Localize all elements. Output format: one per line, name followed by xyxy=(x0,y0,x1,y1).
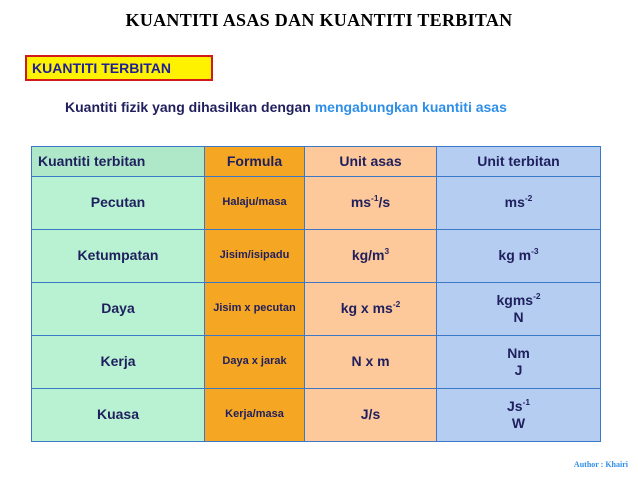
base-unit-cell: N x m xyxy=(305,336,437,389)
base-unit-cell: J/s xyxy=(305,389,437,442)
table-header-row xyxy=(32,147,601,177)
derived-unit-cell: $ms^{-2}$ xyxy=(437,177,601,230)
quantity-cell: Daya xyxy=(32,283,205,336)
table-row xyxy=(32,283,601,336)
quantity-cell: Kuasa xyxy=(32,389,205,442)
derived-unit-cell: kgms$^{-2}$ N xyxy=(437,283,601,336)
section-label: KUANTITI TERBITAN xyxy=(25,55,213,81)
formula-cell: Jisim x pecutan xyxy=(205,283,305,336)
derived-unit-cell: Nm J xyxy=(437,336,601,389)
quantity-cell: Kerja xyxy=(32,336,205,389)
formula-cell: Kerja/masa xyxy=(205,389,305,442)
formula-cell: Jisim/isipadu xyxy=(205,230,305,283)
table-body xyxy=(32,177,601,442)
table-row xyxy=(32,389,601,442)
definition-text xyxy=(65,99,507,115)
header-base-unit: Unit asas xyxy=(305,147,437,177)
formula-cell: Daya x jarak xyxy=(205,336,305,389)
definition-text-highlight: mengabungkan kuantiti asas xyxy=(314,99,507,115)
derived-quantities-table xyxy=(31,146,601,442)
table-row xyxy=(32,177,601,230)
base-unit-cell: $kg/m^3$ xyxy=(305,230,437,283)
quantity-cell: Pecutan xyxy=(32,177,205,230)
quantity-cell: Ketumpatan xyxy=(32,230,205,283)
base-unit-cell: kg x $ms^{-2}$ xyxy=(305,283,437,336)
definition-text-plain: Kuantiti fizik yang dihasilkan dengan xyxy=(65,99,315,115)
page-title: KUANTITI ASAS DAN KUANTITI TERBITAN xyxy=(125,10,513,30)
header-quantity: Kuantiti terbitan xyxy=(32,147,205,177)
formula-cell: Halaju/masa xyxy=(205,177,305,230)
base-unit-cell: $ms^{-1}/s$ xyxy=(305,177,437,230)
author-credit: Author : Khairi xyxy=(573,460,628,469)
header-derived-unit: Unit terbitan xyxy=(437,147,601,177)
table-row xyxy=(32,230,601,283)
table-row xyxy=(32,336,601,389)
derived-unit-cell: $Js^{-1}$ W xyxy=(437,389,601,442)
header-formula: Formula xyxy=(205,147,305,177)
derived-unit-cell: kg $m^{-3}$ xyxy=(437,230,601,283)
